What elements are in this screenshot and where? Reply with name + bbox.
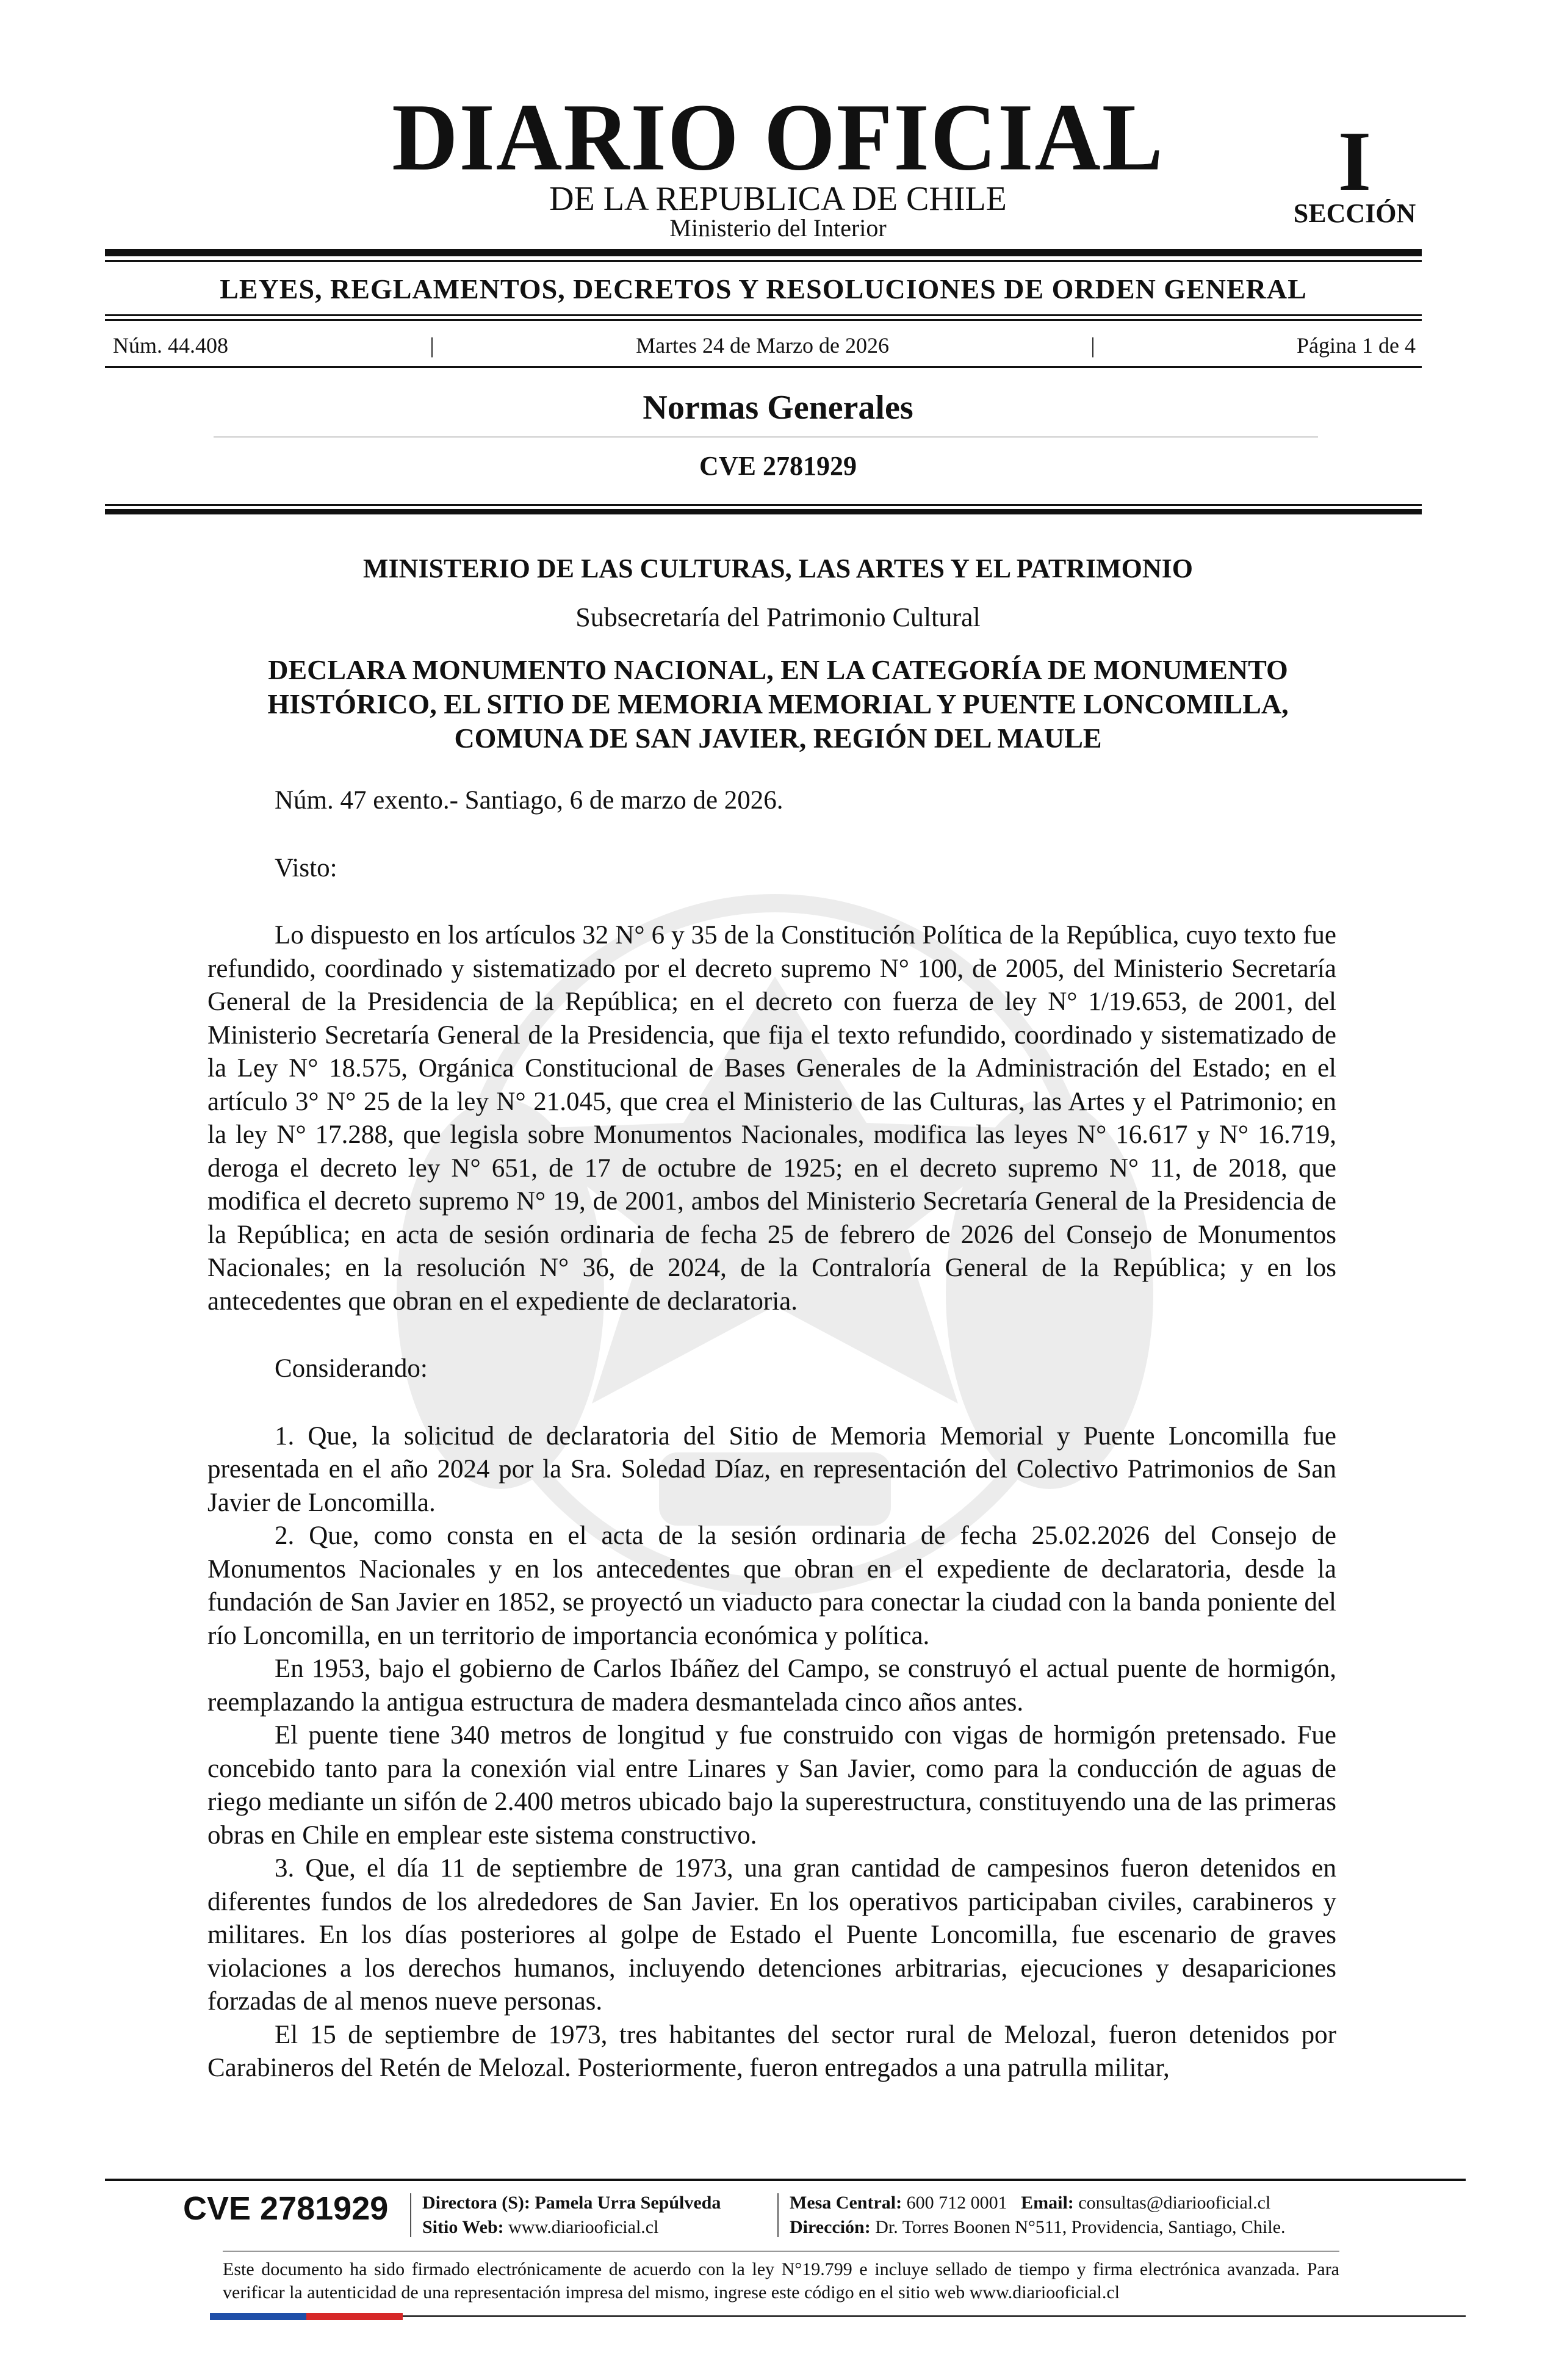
issue-number: Núm. 44.408 [113,333,228,358]
meta-separator: | [430,333,434,358]
flag-stripe-red [306,2313,403,2320]
section-label: SECCIÓN [1293,198,1416,228]
phone-value: 600 712 0001 [906,2193,1007,2213]
footer-contact-left [422,2191,721,2240]
footer-note-rule [223,2251,1339,2252]
phone-label: Mesa Central: [790,2193,902,2213]
masthead-subtitle: DE LA REPUBLICA DE CHILE [549,180,1007,218]
footer-signature-note: Este documento ha sido firmado electrónicamente de acuerdo con la ley N°19.799 e incluye sellado de tiempo y firma electrónica avanzada. Para verificar la autenticidad de una representación impresa del mismo, ingrese este código en el sitio web www.diariooficial.cl [223,2259,1339,2302]
masthead-title: DIARIO OFICIAL [392,84,1164,191]
considerando-label: Considerando: [275,1354,428,1383]
footer-rule [105,2179,1466,2181]
considerando-paragraph: El 15 de septiembre de 1973, tres habitantes del sector rural de Melozal, fueron detenidos por Carabineros del Retén de Melozal. Posteriormente, fueron entregados a una patrulla militar, [207,2020,1336,2082]
document-declaration-title [207,653,1349,755]
considerando-paragraph: En 1953, bajo el gobierno de Carlos Ibáñez del Campo, se construyó el actual puente de hormigón, reemplazando la antigua estructura de madera desmantelada cinco años antes. [207,1654,1336,1717]
footer-cve-code: CVE 2781929 [183,2190,389,2227]
email-link[interactable]: consultas@diariooficial.cl [1078,2193,1271,2213]
director-label: Directora (S): [422,2193,530,2213]
considerando-paragraph: 3. Que, el día 11 de septiembre de 1973, una gran cantidad de campesinos fueron detenidos en diferentes fundos de los alrededores de San Javier. En los operativos participaban civiles, carabineros y militares. En los días posteriores al golpe de Estado el Puente Loncomilla, fue escenario de graves violaciones a los derechos humanos, incluyendo detenciones arbitrarias, ejecuciones y desapariciones forzadas de al menos nueve personas. [207,1854,1336,2016]
section-number: I [1338,114,1372,209]
footer-divider [777,2193,779,2237]
declaration-line: HISTÓRICO, EL SITIO DE MEMORIA MEMORIAL Y PUENTE LONCOMILLA, [267,688,1289,720]
visto-label: Visto: [275,853,337,882]
section-band-title: LEYES, REGLAMENTOS, DECRETOS Y RESOLUCIONES DE ORDEN GENERAL [220,273,1307,305]
document-body [207,784,1336,2085]
footer-bottom-rule [403,2315,1466,2317]
footer-divider [410,2193,411,2237]
heading-divider [214,436,1318,438]
address-label: Dirección: [790,2217,871,2237]
header-rule-a [105,504,1422,506]
masthead-ministry: Ministerio del Interior [669,214,887,242]
declaration-line: COMUNA DE SAN JAVIER, REGIÓN DEL MAULE [454,723,1102,754]
footer-contact-right [790,2191,1286,2240]
meta-rule-bottom [105,366,1422,368]
email-label: Email: [1021,2193,1074,2213]
considerando-paragraph: El puente tiene 340 metros de longitud y fue construido con vigas de hormigón pretensado. Fue concebido tanto para la conexión vial entre Linares y San Javier, como para la conducción de aguas de riego mediante un sifón de 2.400 metros ubicado bajo la superestructura, constituyendo una de las primeras obras en Chile en emplear este sistema constructivo. [207,1721,1336,1850]
site-label: Sitio Web: [422,2217,504,2237]
considerando-paragraph: 2. Que, como consta en el acta de la sesión ordinaria de fecha 25.02.2026 del Consejo de Monumentos Nacionales y en los antecedentes que obran en el expediente de declaratoria, desde la fundación de San Javier en 1852, se proyectó un viaducto para conectar la ciudad con la banda poniente del río Loncomilla, en un territorio de importancia económica y política. [207,1521,1336,1650]
section-heading: Normas Generales [643,389,913,427]
site-link[interactable]: www.diariooficial.cl [508,2217,659,2237]
document-ministry: MINISTERIO DE LAS CULTURAS, LAS ARTES Y EL PATRIMONIO [363,554,1193,583]
cve-code: CVE 2781929 [699,451,857,481]
meta-rule-top-2 [105,319,1422,321]
director-name: Pamela Urra Sepúlveda [535,2193,721,2213]
considerando-paragraph: 1. Que, la solicitud de declaratoria del Sitio de Memoria Memorial y Puente Loncomilla fue presentada en el año 2024 por la Sra. Soledad Díaz, en representación del Colectivo Patrimonios de San Javier de Loncomilla. [207,1421,1336,1517]
header-rule-b [105,509,1422,514]
issue-date: Martes 24 de Marzo de 2026 [636,333,889,358]
meta-rule-top [105,314,1422,316]
masthead-rule-thin [105,260,1422,262]
masthead-rule-thick [105,249,1422,256]
flag-stripe-blue [210,2313,306,2320]
decree-number-line: Núm. 47 exento.- Santiago, 6 de marzo de 2026. [275,786,783,815]
declaration-line: DECLARA MONUMENTO NACIONAL, EN LA CATEGORÍA DE MONUMENTO [268,654,1288,685]
issue-meta-row [113,333,1416,358]
address-value: Dr. Torres Boonen N°511, Providencia, Santiago, Chile. [875,2217,1286,2237]
visto-paragraph: Lo dispuesto en los artículos 32 N° 6 y 35 de la Constitución Política de la República, cuyo texto fue refundido, coordinado y sistematizado por el decreto supremo N° 100, de 2005, del Ministerio Secretaría General de la Presidencia de la República; en el decreto con fuerza de ley N° 1/19.653, de 2001, del Ministerio Secretaría General de la Presidencia, que fija el texto refundido, coordinado y sistematizado de la Ley N° 18.575, Orgánica Constitucional de Bases Generales de la Administración del Estado; en el artículo 3° N° 25 de la ley N° 21.045, que crea el Ministerio de las Culturas, las Artes y el Patrimonio; en la ley N° 17.288, que legisla sobre Monumentos Nacionales, modifica las leyes N° 16.617 y N° 16.719, deroga el decreto ley N° 651, de 17 de octubre de 1925; en el decreto supremo N° 11, de 2018, que modifica el decreto supremo N° 19, de 2001, ambos del Ministerio Secretaría General de la Presidencia de la República; en acta de sesión ordinaria de fecha 25 de febrero de 2026 del Consejo de Monumentos Nacionales; en la resolución N° 36, de 2024, de la Contraloría General de la República; y en los antecedentes que obran en el expediente de declaratoria. [207,921,1336,1316]
document-subsecretaria: Subsecretaría del Patrimonio Cultural [575,602,981,632]
page-indicator: Página 1 de 4 [1297,333,1416,358]
meta-separator: | [1090,333,1095,358]
